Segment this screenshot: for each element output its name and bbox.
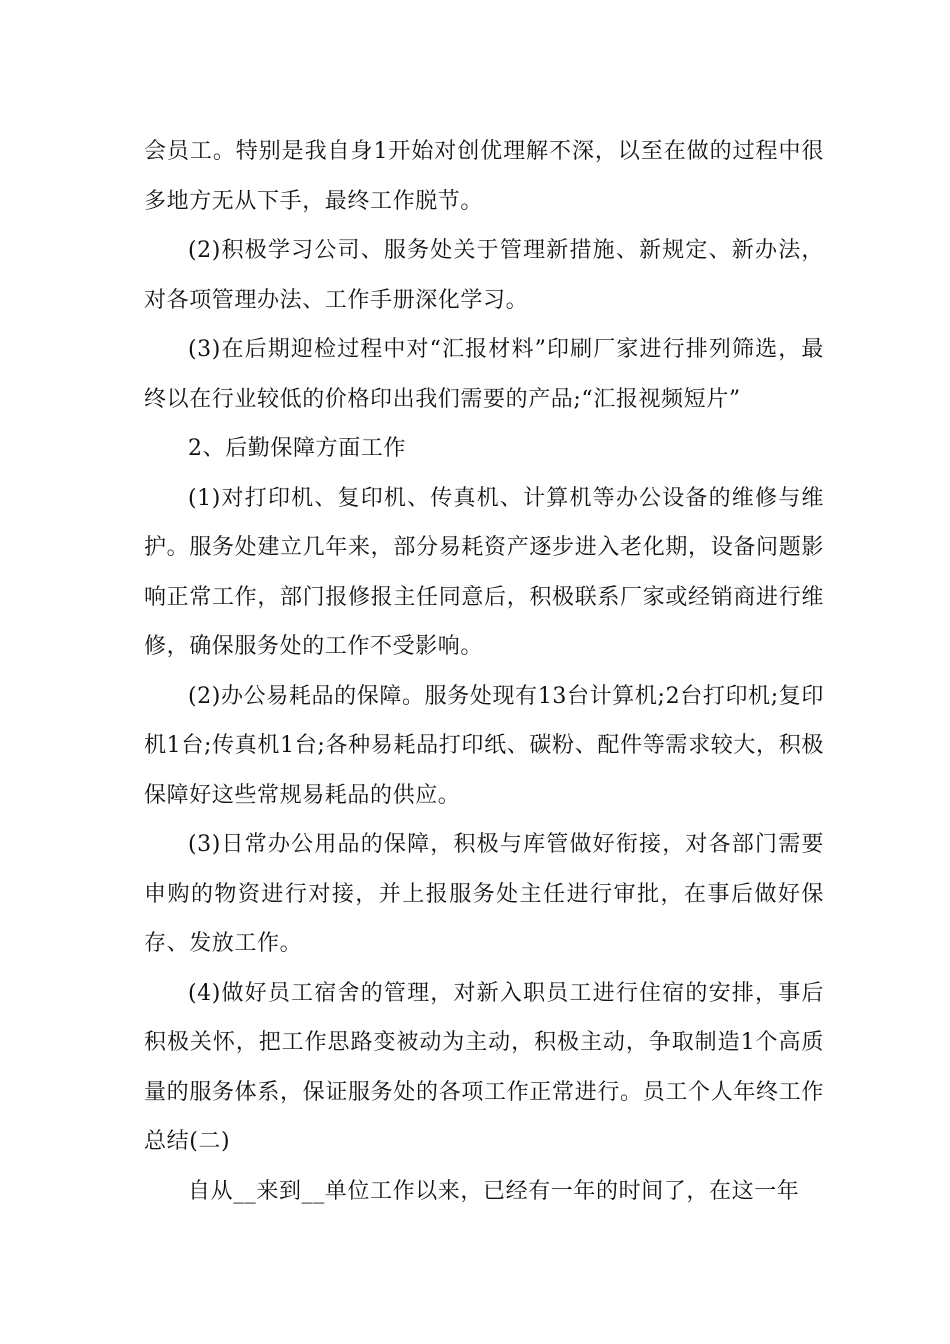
paragraph-3: (3)在后期迎检过程中对“汇报材料”印刷厂家进行排列筛选，最终以在行业较低的价格印出我们需要的产品;“汇报视频短片” xyxy=(144,337,824,412)
paragraph-7: (3)日常办公用品的保障，积极与库管做好衔接，对各部门需要申购的物资进行对接，并上报服务处主任进行审批，在事后做好保存、发放工作。 xyxy=(144,832,824,956)
section-heading-logistics: 2、后勤保障方面工作 xyxy=(188,436,406,461)
document-body xyxy=(144,127,824,1216)
paragraph-1: 会员工。特别是我自身1开始对创优理解不深，以至在做的过程中很多地方无从下手，最终工作脱节。 xyxy=(144,139,824,214)
paragraph-9: 自从__来到__单位工作以来，已经有一年的时间了，在这一年 xyxy=(188,1178,800,1204)
paragraph-2: (2)积极学习公司、服务处关于管理新措施、新规定、新办法，对各项管理办法、工作手册深化学习。 xyxy=(144,238,824,313)
paragraph-8: (4)做好员工宿舍的管理，对新入职员工进行住宿的安排，事后积极关怀，把工作思路变被动为主动，积极主动，争取制造1个高质量的服务体系，保证服务处的各项工作正常进行。员工个人年终工作总结(二) xyxy=(144,980,824,1154)
paragraph-6: (2)办公易耗品的保障。服务处现有13台计算机;2台打印机;复印机1台;传真机1台;各种易耗品打印纸、碳粉、配件等需求较大，积极保障好这些常规易耗品的供应。 xyxy=(144,683,824,808)
paragraph-5: (1)对打印机、复印机、传真机、计算机等办公设备的维修与维护。服务处建立几年来，部分易耗资产逐步进入老化期，设备问题影响正常工作，部门报修报主任同意后，积极联系厂家或经销商进行维修，确保服务处的工作不受影响。 xyxy=(144,485,824,659)
